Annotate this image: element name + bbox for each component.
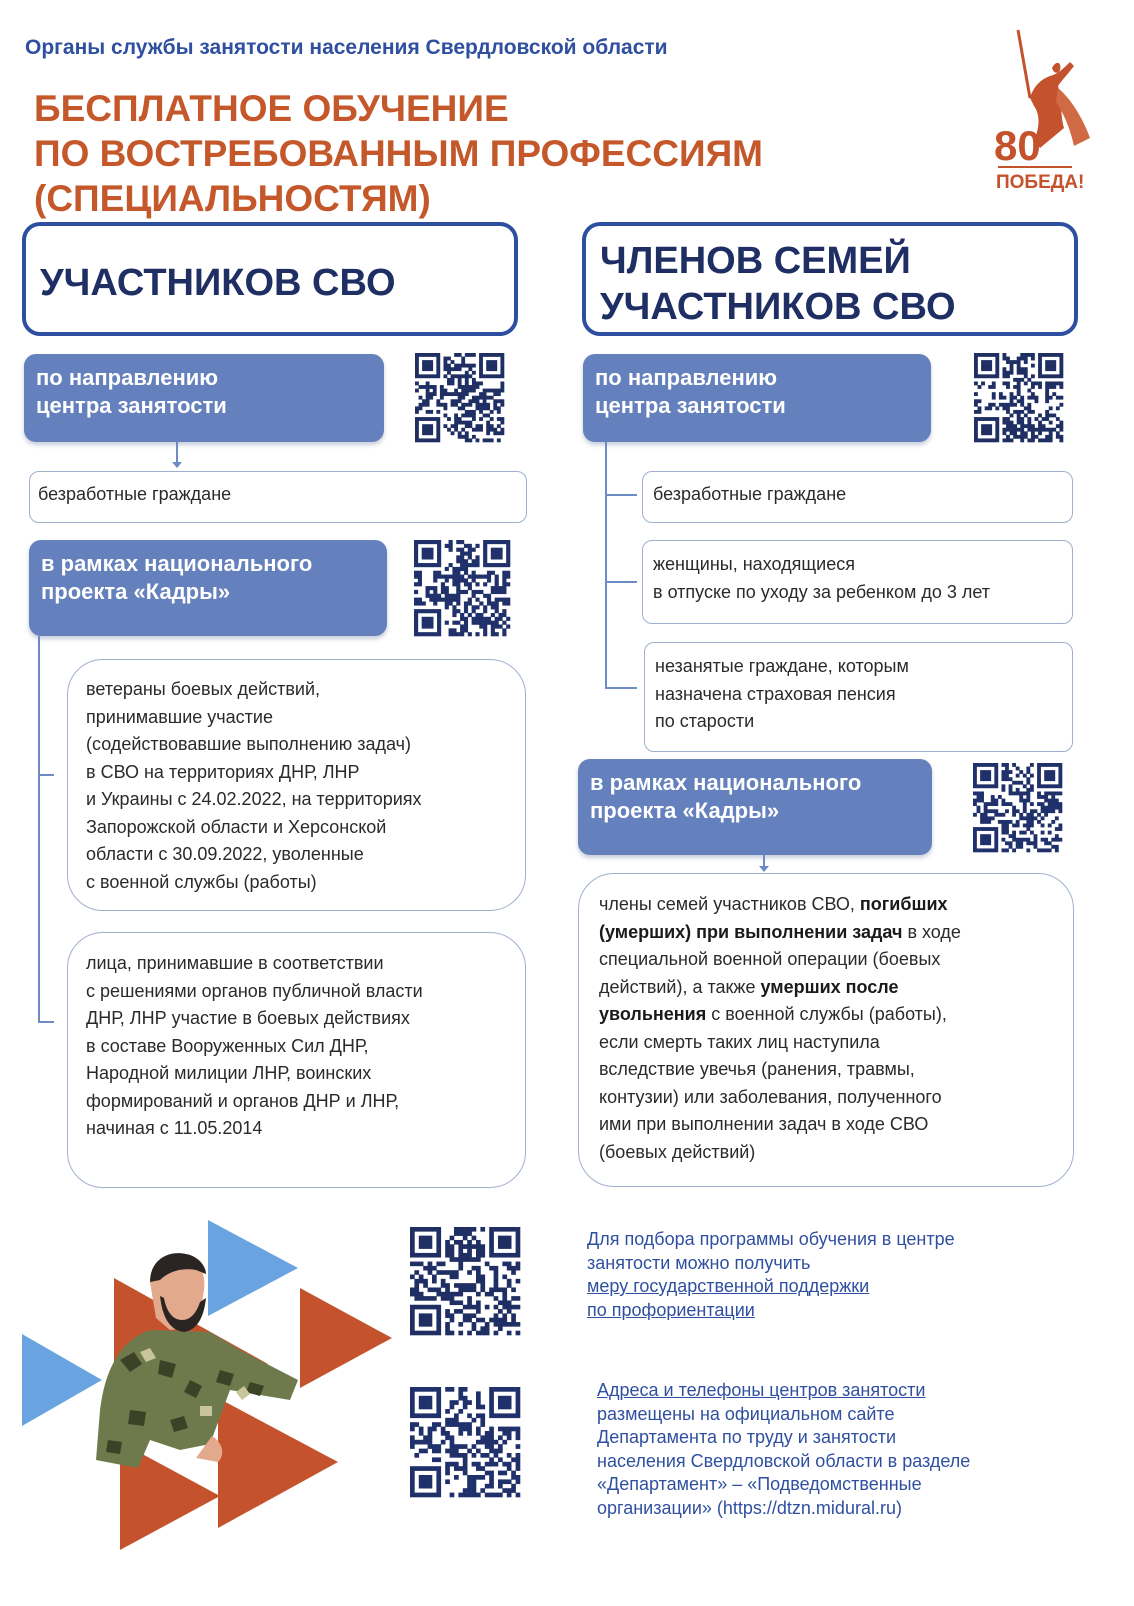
right-pill-employment-center xyxy=(583,354,931,442)
family-line: (умерших) при выполнении задач в ходе xyxy=(599,921,961,942)
red-triangle xyxy=(218,1398,338,1528)
dnr-line: лица, принимавшие в соответствии xyxy=(86,953,384,973)
right-card1-text: безработные граждане xyxy=(653,484,847,504)
right-card-pensioners xyxy=(644,642,1073,752)
leave-line: в отпуске по уходу за ребенком до 3 лет xyxy=(653,581,991,602)
dnr-line: начиная с 11.05.2014 xyxy=(86,1118,263,1138)
right-pill2-line2: проекта «Кадры» xyxy=(590,798,780,823)
dnr-line: формирований и органов ДНР и ЛНР, xyxy=(86,1090,400,1111)
logo-number: 80 xyxy=(994,122,1041,169)
left-card-unemployed xyxy=(29,471,527,523)
right-heading-line1: ЧЛЕНОВ СЕМЕЙ xyxy=(600,240,911,282)
addresses-text-line: населения Свердловской области в разделе xyxy=(597,1450,971,1471)
statue-icon xyxy=(994,28,1100,203)
veterans-line: области с 30.09.2022, уволенные xyxy=(86,844,364,864)
addresses-text-line: размещены на официальном сайте xyxy=(597,1403,895,1424)
family-line: действий), а также умерших после xyxy=(599,976,899,997)
left-pill-national-project xyxy=(29,540,387,636)
veterans-line: принимавшие участие xyxy=(86,706,273,727)
left-pill1-line1: по направлению xyxy=(36,365,219,390)
addresses-link[interactable]: Адреса и телефоны центров занятости xyxy=(597,1380,926,1400)
family-line: (боевых действий) xyxy=(599,1141,756,1162)
left-card-dnr-lnr xyxy=(67,932,526,1188)
veterans-line: ветераны боевых действий, xyxy=(86,679,321,699)
connector-line xyxy=(38,636,40,1022)
right-pill2-line1: в рамках национального xyxy=(590,770,862,795)
title-line-1: БЕСПЛАТНОЕ ОБУЧЕНИЕ xyxy=(34,88,509,129)
veterans-line: в СВО на территориях ДНР, ЛНР xyxy=(86,761,360,782)
addresses-text-line: Департамента по труду и занятости xyxy=(597,1427,897,1447)
pension-line: незанятые граждане, которым xyxy=(655,656,909,676)
title-line-2: ПО ВОСТРЕБОВАННЫМ ПРОФЕССИЯМ xyxy=(34,133,763,174)
bottom-block-career xyxy=(587,1228,1107,1322)
connector-line xyxy=(38,774,54,776)
right-card-unemployed xyxy=(642,471,1073,523)
left-card-veterans xyxy=(67,659,526,911)
family-line: если смерть таких лиц наступила xyxy=(599,1031,880,1052)
qr-code-left-employment[interactable] xyxy=(415,353,504,442)
left-pill-employment-center xyxy=(24,354,384,442)
right-pill1-line2: центра занятости xyxy=(595,393,786,418)
dnr-line: с решениями органов публичной власти xyxy=(86,980,423,1001)
connector-line xyxy=(605,494,637,496)
pension-line: назначена страховая пенсия xyxy=(655,683,896,704)
addresses-text-line: организации» (https://dtzn.midural.ru) xyxy=(597,1497,902,1518)
bottom-block-addresses xyxy=(597,1379,1117,1520)
left-heading: УЧАСТНИКОВ СВО xyxy=(40,262,396,304)
qr-code-right-national-project[interactable] xyxy=(973,763,1062,852)
qr-code-left-national-project[interactable] xyxy=(414,540,510,636)
victory-80-logo xyxy=(994,28,1100,203)
veterans-line: с военной службы (работы) xyxy=(86,871,317,892)
qr-code-right-employment[interactable] xyxy=(974,353,1063,442)
career-text-line: занятости можно получить xyxy=(587,1252,811,1273)
family-line: вследствие увечья (ранения, травмы, xyxy=(599,1059,915,1079)
career-guidance-link[interactable]: по профориентации xyxy=(587,1299,755,1320)
left-pill2-line1: в рамках национального xyxy=(41,551,313,576)
qr-code-career-guidance[interactable] xyxy=(410,1227,520,1335)
left-heading-box xyxy=(22,222,518,336)
addresses-text-line: «Департамент» – «Подведомственные xyxy=(597,1474,922,1494)
right-pill-national-project xyxy=(578,759,932,855)
page-title xyxy=(34,86,763,221)
family-line: члены семей участников СВО, погибших xyxy=(599,894,948,914)
dnr-line: Народной милиции ЛНР, воинских xyxy=(86,1063,372,1083)
title-line-3: (СПЕЦИАЛЬНОСТЯМ) xyxy=(34,178,431,219)
veterans-line: и Украины с 24.02.2022, на территориях xyxy=(86,789,422,809)
blue-triangle xyxy=(22,1334,102,1426)
pension-line: по старости xyxy=(655,711,755,731)
family-line: контузии) или заболевания, полученного xyxy=(599,1086,942,1107)
connector-line xyxy=(605,687,637,689)
qr-code-addresses[interactable] xyxy=(410,1387,520,1497)
blue-triangle xyxy=(208,1220,298,1316)
right-heading-box xyxy=(582,222,1078,336)
veterans-line: Запорожской области и Херсонской xyxy=(86,816,387,837)
left-card1-text: безработные граждане xyxy=(38,484,232,504)
connector-line xyxy=(38,1021,54,1023)
leave-line: женщины, находящиеся xyxy=(653,554,855,574)
right-card-family-members xyxy=(578,873,1074,1187)
right-heading-line2: УЧАСТНИКОВ СВО xyxy=(600,286,956,328)
connector-line xyxy=(605,581,637,583)
soldier-illustration xyxy=(0,1210,400,1550)
dnr-line: ДНР, ЛНР участие в боевых действиях xyxy=(86,1008,410,1028)
right-card-parental-leave xyxy=(642,540,1073,624)
family-line: увольнения с военной службы (работы), xyxy=(599,1004,947,1024)
left-pill1-line2: центра занятости xyxy=(36,393,227,418)
logo-text: ПОБЕДА! xyxy=(996,172,1085,193)
family-line: специальной военной операции (боевых xyxy=(599,949,941,969)
right-pill1-line1: по направлению xyxy=(595,365,778,390)
connector-line xyxy=(605,442,607,688)
family-line: ими при выполнении задач в ходе СВО xyxy=(599,1114,929,1134)
career-text-line: Для подбора программы обучения в центре xyxy=(587,1229,955,1249)
red-triangle xyxy=(300,1288,392,1388)
arrow-down-icon xyxy=(172,462,182,468)
agency-name: Органы службы занятости населения Свердловской области xyxy=(25,36,668,59)
dnr-line: в составе Вооруженных Сил ДНР, xyxy=(86,1035,369,1056)
veterans-line: (содействовавшие выполнению задач) xyxy=(86,734,412,754)
arrow-down-icon xyxy=(759,866,769,872)
left-pill2-line2: проекта «Кадры» xyxy=(41,579,231,604)
support-measure-link[interactable]: меру государственной поддержки xyxy=(587,1276,870,1296)
